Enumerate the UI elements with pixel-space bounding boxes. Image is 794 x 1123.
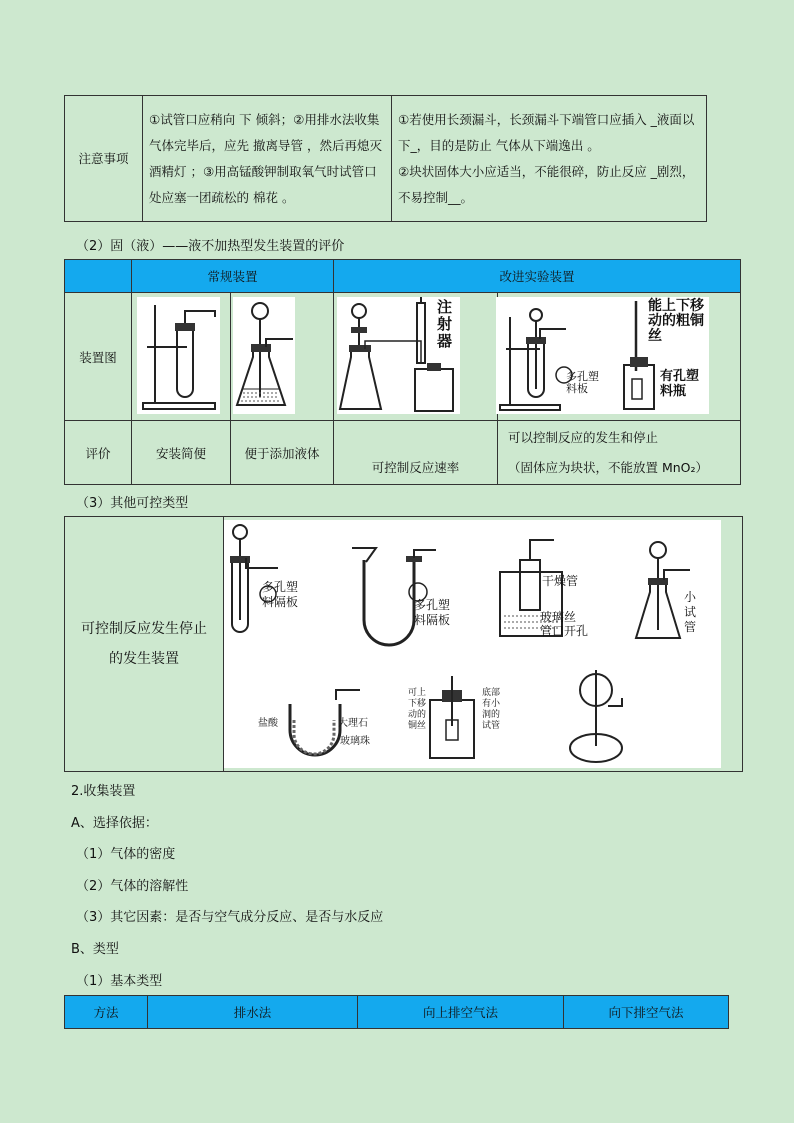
methods-h1: 方法 <box>65 996 148 1029</box>
movable-copper-label: 可上下移动的铜丝 <box>408 688 427 731</box>
collect-b1: （1）基本类型 <box>76 974 163 989</box>
eval-4-line1: 可以控制反应的发生和停止 <box>508 429 659 445</box>
hcl-label: 盐酸 <box>258 718 278 729</box>
eval-4 <box>498 421 741 485</box>
header-improved: 改进实验装置 <box>334 260 741 293</box>
eval-4-line2: （固体应为块状，不能放置 MnO₂） <box>508 459 709 475</box>
flask-funnel-image <box>233 297 295 414</box>
collect-a-title: A、选择依据： <box>71 816 158 831</box>
glass-beads-label: 玻璃珠 <box>340 736 370 747</box>
methods-table <box>64 995 729 1029</box>
marble-label: 大理石 <box>338 718 368 729</box>
eval-2: 便于添加液体 <box>231 421 334 485</box>
porous-bottle-label: 有孔塑料瓶 <box>660 369 700 399</box>
holed-tube-label: 底部有小洞的试管 <box>482 688 501 731</box>
collect-title: 2.收集装置 <box>71 784 136 799</box>
section2-title: （2）固（液）——液不加热型发生装置的评价 <box>76 239 345 254</box>
drying-tube-label: 干燥管 <box>542 574 579 588</box>
methods-h2: 排水法 <box>148 996 358 1029</box>
stand-tube-image <box>137 297 220 414</box>
tube-hole-label: 管口开孔 <box>540 624 589 638</box>
porous-plate-label: 多孔塑料板 <box>566 370 599 395</box>
row-eval-label: 评价 <box>65 421 132 485</box>
row-device-label: 装置图 <box>65 293 132 421</box>
precautions-table <box>64 95 707 222</box>
precautions-label: 注意事项 <box>65 96 143 222</box>
glass-wool-label: 玻璃丝 <box>540 610 577 624</box>
eval-1: 安装简便 <box>132 421 231 485</box>
header-conventional: 常规装置 <box>132 260 334 293</box>
controllable-label: 可控制反应发生停止的发生装置 <box>65 517 224 772</box>
porous-partition-label-2: 多孔塑料隔板 <box>414 598 451 627</box>
precautions-right-2: ②块状固体大小应适当，不能很碎，防止反应 _剧烈，不易控制__。 <box>398 163 695 205</box>
syringe-image <box>337 297 460 414</box>
eval-corner <box>65 260 132 293</box>
collect-a2: （2）气体的溶解性 <box>76 879 189 894</box>
porous-partition-label-1: 多孔塑料隔板 <box>262 580 299 609</box>
precautions-right <box>392 96 707 222</box>
movable-wire-label: 能上下移动的粗铜丝 <box>648 298 704 344</box>
section3-title: （3）其他可控类型 <box>76 496 189 511</box>
precautions-left: ①试管口应稍向 下 倾斜；②用排水法收集气体完毕后，应先 撤离导管 ，然后再熄灭酒精灯 ；③用高锰酸钾制取氧气时试管口处应塞一团疏松的 棉花 。 <box>143 96 392 222</box>
eval-3: 可控制反应速率 <box>334 421 498 485</box>
precautions-right-1: ①若使用长颈漏斗，长颈漏斗下端管口应插入 _液面以下_，目的是防止 气体从下端逸出 。 <box>398 111 695 153</box>
syringe-label: 注射器 <box>437 298 453 350</box>
methods-h3: 向上排空气法 <box>358 996 564 1029</box>
collect-a3: （3）其它因素：是否与空气成分反应、是否与水反应 <box>76 910 384 925</box>
methods-h4: 向下排空气法 <box>564 996 729 1029</box>
control-devices-image <box>496 297 709 414</box>
collect-b-title: B、类型 <box>71 942 119 957</box>
collect-a1: （1）气体的密度 <box>76 847 176 862</box>
controllable-devices-image <box>224 520 721 768</box>
small-tube-label: 小试管 <box>684 590 697 634</box>
